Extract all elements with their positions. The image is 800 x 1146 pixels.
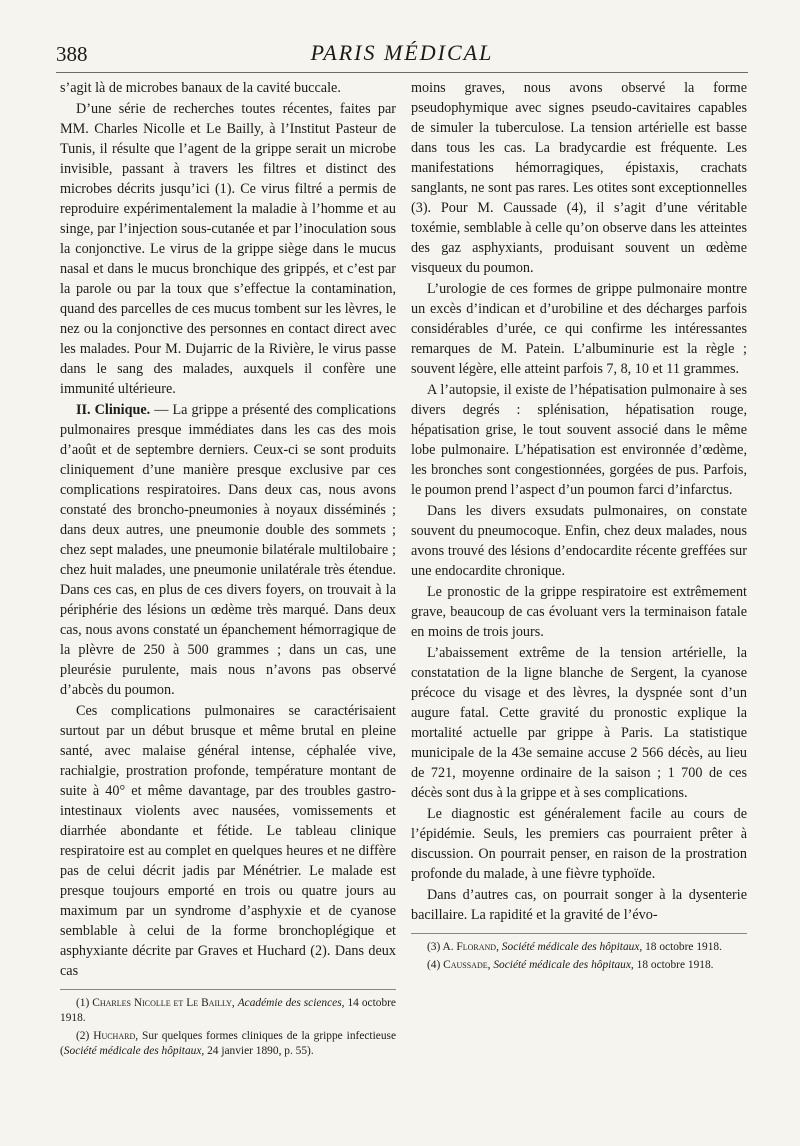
page-number: 388 xyxy=(56,42,88,66)
footnotes-right xyxy=(411,933,747,973)
paragraph: Le diagnostic est généralement facile au cours de l’épidémie. Seuls, les premiers cas pourraient prêter à discussion. On pourrait penser, en raison de la prostration profonde du malade, à une fièvre typhoïde. xyxy=(411,806,747,882)
page-header xyxy=(56,38,748,73)
footnote-date: 18 octobre 1918. xyxy=(633,959,714,971)
paragraph: s’agit là de microbes banaux de la cavité buccale. xyxy=(60,80,341,96)
footnote-source: Académie des sciences, xyxy=(237,997,345,1009)
footnote-source: Société médicale des hôpitaux, xyxy=(501,941,643,953)
footnote-author: (3) A. Florand, xyxy=(427,941,499,953)
footnote-date: 24 janvier 1890, p. 55). xyxy=(204,1045,314,1057)
paragraph: Dans d’autres cas, on pourrait songer à la dysenterie bacillaire. La rapidité et la gravité de l’évo- xyxy=(411,887,747,923)
footnote xyxy=(60,996,396,1026)
paragraph: A l’autopsie, il existe de l’hépatisation pulmonaire à ses divers degrés : splénisation, hépatisation rouge, hépatisation grise, le tout souvent associé dans le même lobe pulmonaire. L’hépatisation est environnée d’œdème, les bronches sont congestionnées, gorgées de pus. Parfois, le poumon prend l’aspect d’un poumon farci d’infarctus. xyxy=(411,382,747,498)
footnote-text: Sur quelques formes cliniques de la grippe infectieuse ( xyxy=(60,1030,396,1057)
section-paragraph-clinique xyxy=(60,400,396,700)
section-heading: II. Clinique. xyxy=(76,402,151,418)
footnote xyxy=(411,940,747,955)
footnotes-left xyxy=(60,989,396,1059)
footnote-author: (2) Huchard, xyxy=(76,1030,139,1042)
paragraph: D’une série de recherches toutes récentes, faites par MM. Charles Nicolle et Le Bailly, à l’Institut Pasteur de Tunis, il résulte que l’agent de la grippe serait un microbe invisible, passant à travers les filtres et distinct des microbes décrits jusqu’ici (1). Ce virus filtré a permis de reproduire expérimentalement la maladie à l’homme et au singe, par l’injection sous-cutanée et par l’inoculation sous la conjonctive. Le virus de la grippe siège dans le mucus nasal et dans le mucus bronchique des grippés, et c’est par la parole ou par la toux que s’effectue la contamination, quand des parcelles de ces mucus tombent sur les lèvres, le nez ou la conjonctive des personnes en contact direct avec les malades. Pour M. Dujarric de la Rivière, le virus passe dans le sang des malades, auxquels il confère une immunité ultérieure. xyxy=(60,101,396,397)
paragraph: Dans les divers exsudats pulmonaires, on constate souvent du pneumocoque. Enfin, chez deux malades, nous avons trouvé des lésions d’endocardite récente greffées sur une endocardite chronique. xyxy=(411,503,747,579)
footnote-date: 14 octobre 1918. xyxy=(60,997,396,1024)
paragraph: L’urologie de ces formes de grippe pulmonaire montre un excès d’indican et d’urobiline et des décharges parfois considérables d’urée, ce qui confirme les intéressantes remarques de M. Patein. L’albuminurie est la règle ; souvent légère, elle atteint parfois 7, 8, 10 et 11 grammes. xyxy=(411,281,747,377)
footnote-date: 18 octobre 1918. xyxy=(642,941,722,953)
footnote-source: Société médicale des hôpitaux, xyxy=(63,1045,205,1057)
footnote-author: (1) Charles Nicolle et Le Bailly, xyxy=(76,997,235,1009)
footnote-author: (4) Caussade, xyxy=(427,959,491,971)
running-title: PARIS MÉDICAL xyxy=(310,40,494,65)
paragraph: moins graves, nous avons observé la forme pseudophymique avec signes pseudo-cavitaires capables de simuler la tuberculose. La tension artérielle est basse dans tous les cas. La bradycardie est fréquente. Les manifestations hémorragiques, épistaxis, crachats sanglants, ne sont pas rares. Les otites sont exceptionnelles (3). Pour M. Caussade (4), il s’agit d’une véritable toxémie, semblable à celle qu’on observe dans les atteintes des gaz asphyxiants, produisant souvent un œdème visqueux du poumon. xyxy=(411,80,747,276)
paragraph: Ces complications pulmonaires se caractérisaient surtout par un début brusque et même brutal en pleine santé, avec malaise général intense, céphalée vive, rachialgie, prostration profonde, température montant de suite à 40° et même davantage, par des troubles gastro-intestinaux violents avec nausées, vomissements et diarrhée abondante et fétide. Le tableau clinique respiratoire est au complet en quelques heures et ne diffère pas de celui décrit jadis par Ménétrier. Le malade est presque toujours emporté en trois ou quatre jours au maximum par un syndrome d’asphyxie et de cyanose semblable à celui de la forme bronchoplégique et asphyxiante décrite par Graves et Huchard (2). Dans deux cas xyxy=(60,703,396,979)
footnote-source: Société médicale des hôpitaux, xyxy=(493,959,634,971)
paragraph: L’abaissement extrême de la tension artérielle, la constatation de la ligne blanche de Sergent, la cyanose précoce du visage et des lèvres, la dyspnée sont d’un augure fatal. Cette gravité du pronostic explique la mortalité actuelle par grippe à Paris. La statistique municipale de la 43e semaine accuse 2 566 décès, au lieu de 721, moyenne ordinaire de la saison ; 1 700 de ces décès sont dus à la grippe et à ses complications. xyxy=(411,645,747,801)
left-column xyxy=(60,78,396,1062)
right-column xyxy=(411,78,747,976)
footnote xyxy=(60,1029,396,1059)
paragraph: Le pronostic de la grippe respiratoire est extrêmement grave, beaucoup de cas évoluant vers la terminaison fatale en moins de trois jours. xyxy=(411,584,747,640)
section-text: — La grippe a présenté des complications pulmonaires presque immédiates dans les cas des mois d’août et de septembre derniers. Ceux-ci se sont produits cliniquement d’une manière presque exclusive par ces complications respiratoires. Dans deux cas, nous avons constaté des broncho-pneumonies à noyaux disséminés ; dans deux autres, une pneumonie double des sommets ; chez sept malades, une pneumonie bilatérale multilobaire ; chez huit malades, une pneumonie unilatérale très étendue. Dans ces cas, en plus de ces divers foyers, on trouvait à la périphérie des lésions un œdème très marqué. Dans deux cas, nous avons constaté un épanchement hémorragique de la plèvre de 250 à 500 grammes ; dans un cas, une pleurésie purulente, mais nous n’avons pas observé d’abcès du poumon. xyxy=(60,402,396,698)
footnote xyxy=(411,958,747,973)
